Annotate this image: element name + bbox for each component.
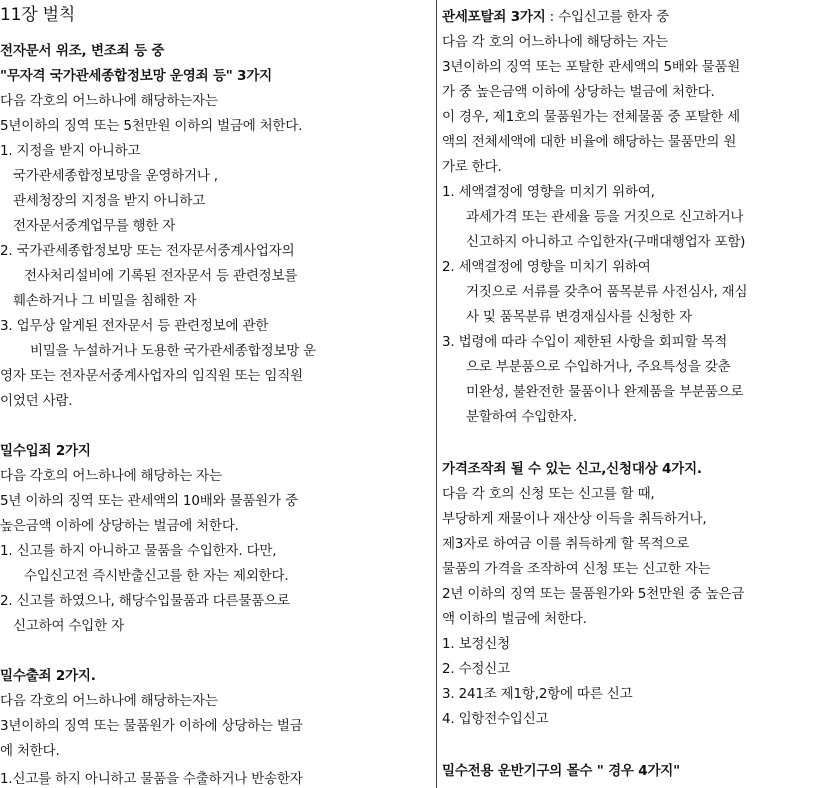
list-item-continuation: 분할하여 수입한자. <box>466 409 577 425</box>
section-heading-smuggling-import: 밀수입죄 2가지 <box>0 443 91 459</box>
body-text: 2년 이하의 징역 또는 물품원가와 5천만원 중 높은금 <box>442 586 745 602</box>
list-item-continuation: 과세가격 또는 관세율 등을 거짓으로 신고하거나 <box>466 209 744 225</box>
list-item-continuation: 사 및 품목분류 변경재심사를 신청한 자 <box>466 309 692 325</box>
list-item: 4. 입항전수입신고 <box>442 711 549 727</box>
list-item: 3. 법령에 따라 수입이 제한된 사항을 회피할 목적 <box>442 334 728 350</box>
section-heading-forgery: 전자문서 위조, 변조죄 등 중 <box>0 43 165 59</box>
body-text: 액 이하의 벌금에 처한다. <box>442 611 587 627</box>
list-item: 3. 업무상 알게된 전자문서 등 관련정보에 관한 <box>0 318 269 334</box>
list-item-continuation: 영자 또는 전자문서중계사업자의 임직원 또는 임직원 <box>0 368 303 384</box>
heading-rest-part: : 수입신고를 한자 중 <box>545 9 670 25</box>
list-item: 2. 수정신고 <box>442 661 510 677</box>
list-item-cut-off: 1.신고를 하지 아니하고 물품을 수출하거나 반송한자 <box>0 771 303 787</box>
list-item-continuation: 이었던 사람. <box>0 393 73 409</box>
heading-bold-part: 관세포탈죄 3가지 <box>442 9 546 25</box>
section-heading-price-manipulation: 가격조작죄 될 수 있는 신고,신청대상 4가지. <box>442 461 702 477</box>
list-item: 1. 세액결정에 영향을 미치기 위하여, <box>442 184 655 200</box>
body-text: 5년이하의 징역 또는 5천만원 이하의 벌금에 처한다. <box>0 118 303 134</box>
list-item-continuation: 비밀을 누설하거나 도용한 국가관세종합정보망 운 <box>30 343 317 359</box>
body-text: 가 중 높은금액 이하에 상당하는 벌금에 처한다. <box>442 84 715 100</box>
list-item: 3. 241조 제1항,2항에 따른 신고 <box>442 686 633 702</box>
list-item-continuation: 신고하여 수입한 자 <box>13 618 124 634</box>
right-column <box>442 0 840 788</box>
section-heading-smuggling-vehicle-forfeiture: 밀수전용 운반기구의 몰수 " 경우 4가지" <box>442 763 680 779</box>
section-heading-unlicensed-operation: "무자격 국가관세종합정보망 운영죄 등" 3가지 <box>0 68 272 84</box>
section-heading-tax-evasion <box>442 8 669 27</box>
body-text: 액의 전체세액에 대한 비율에 해당하는 물품만의 원 <box>442 134 737 150</box>
list-item: 1. 지정을 받지 아니하고 <box>0 143 141 159</box>
list-item-continuation: 국가관세종합정보망을 운영하거나 , <box>13 168 218 184</box>
body-text: 가로 한다. <box>442 159 502 175</box>
body-text: 3년이하의 징역 또는 포탈한 관세액의 5배와 물품원 <box>442 59 741 75</box>
body-text: 다음 각호의 어느하나에 해당하는자는 <box>0 93 218 109</box>
body-text: 물품의 가격을 조작하여 신청 또는 신고한 자는 <box>442 561 711 577</box>
body-text: 부당하게 재물이나 재산상 이득을 취득하거나, <box>442 511 707 527</box>
list-item-continuation: 미완성, 불완전한 물품이나 완제품을 부분품으로 <box>466 384 744 400</box>
body-text: 5년 이하의 징역 또는 관세액의 10배와 물품원가 중 <box>0 493 298 509</box>
section-heading-smuggling-export: 밀수출죄 2가지. <box>0 668 96 684</box>
body-text: 높은금액 이하에 상당하는 벌금에 처한다. <box>0 518 239 534</box>
body-text: 에 처한다. <box>0 743 60 759</box>
list-item-continuation: 관세청장의 지정을 받지 아니하고 <box>13 193 206 209</box>
list-item-continuation: 신고하지 아니하고 수입한자(구매대행업자 포함) <box>466 234 746 250</box>
body-text: 다음 각 호의 어느하나에 해당하는 자는 <box>442 34 668 50</box>
body-text: 다음 각호의 어느하나에 해당하는자는 <box>0 693 218 709</box>
list-item: 2. 세액결정에 영향을 미치기 위하여 <box>442 259 651 275</box>
chapter-title: 11장 벌칙 <box>0 5 76 25</box>
column-divider <box>436 0 437 788</box>
body-text: 다음 각 호의 신청 또는 신고를 할 때, <box>442 486 655 502</box>
list-item: 2. 국가관세종합정보망 또는 전자문서중계사업자의 <box>0 243 295 259</box>
list-item: 1. 보정신청 <box>442 636 510 652</box>
list-item: 1. 신고를 하지 아니하고 물품을 수입한자. 다만, <box>0 543 277 559</box>
body-text: 3년이하의 징역 또는 물품원가 이하에 상당하는 벌금 <box>0 718 303 734</box>
list-item-continuation: 수입신고전 즉시반출신고를 한 자는 제외한다. <box>24 568 289 584</box>
list-item-continuation: 훼손하거나 그 비밀을 침해한 자 <box>13 293 197 309</box>
list-item-continuation: 전자문서중계업무를 행한 자 <box>13 218 176 234</box>
body-text: 제3자로 하여금 이를 취득하게 할 목적으로 <box>442 536 690 552</box>
list-item-continuation: 전사처리설비에 기록된 전자문서 등 관련정보를 <box>24 268 298 284</box>
list-item-continuation: 으로 부분품으로 수입하거나, 주요특성을 갖춘 <box>466 359 731 375</box>
list-item-continuation: 거짓으로 서류를 갖추어 품목분류 사전심사, 재심 <box>466 284 748 300</box>
body-text: 이 경우, 제1호의 물품원가는 전체물품 중 포탈한 세 <box>442 109 740 125</box>
body-text: 다음 각호의 어느하나에 해당하는 자는 <box>0 468 222 484</box>
list-item: 2. 신고를 하였으나, 해당수입물품과 다른물품으로 <box>0 593 290 609</box>
